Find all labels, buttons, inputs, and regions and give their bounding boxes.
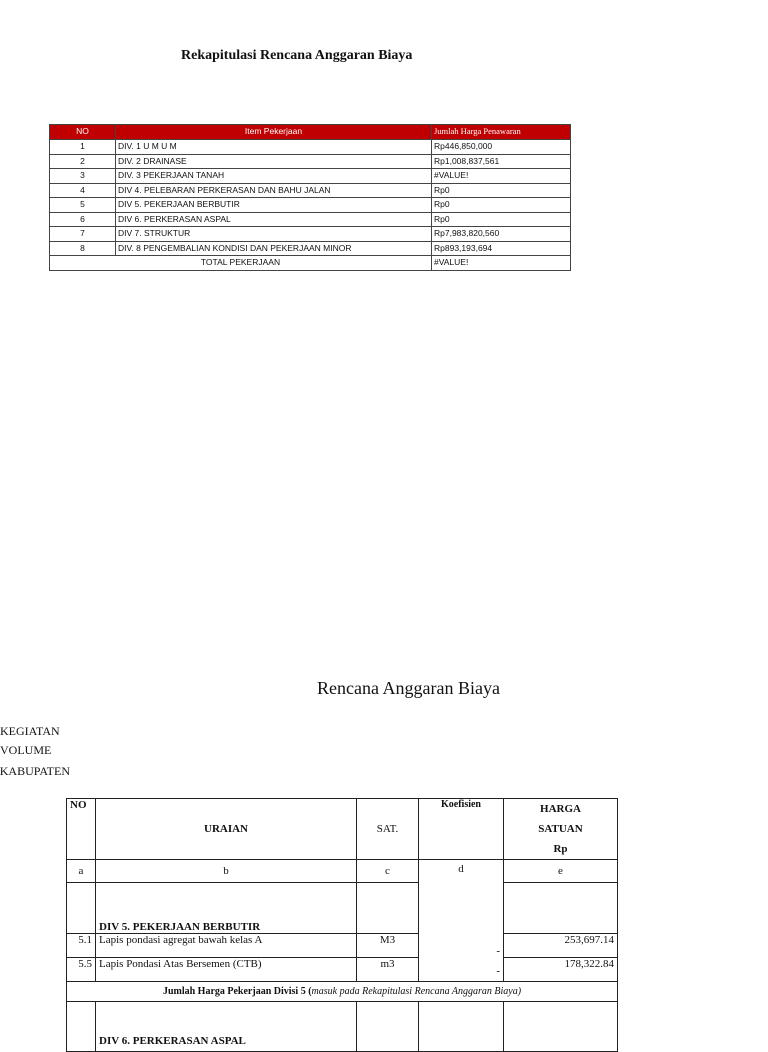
row-no: 3 [50, 169, 116, 184]
item-sat: m3 [357, 957, 419, 981]
table-row [50, 183, 571, 198]
row-no: 4 [50, 183, 116, 198]
rab-header-row [67, 799, 618, 860]
table-row [50, 241, 571, 256]
total-label: TOTAL PEKERJAAN [50, 256, 432, 271]
row-item: DIV. 3 PEKERJAAN TANAH [116, 169, 432, 184]
item-uraian: Lapis pondasi agregat bawah kelas A [96, 933, 357, 957]
table-row [50, 169, 571, 184]
row-value: #VALUE! [432, 169, 571, 184]
row-value: Rp893,193,694 [432, 241, 571, 256]
letter-d: d - - [419, 860, 504, 982]
table-row [67, 957, 618, 981]
info-label-kegiatan: KEGIATAN [0, 724, 60, 738]
div5-heading-row [67, 882, 618, 933]
table-row [50, 198, 571, 213]
item-harga: 253,697.14 [504, 933, 618, 957]
div6-heading-row [67, 1002, 618, 1052]
total-value: #VALUE! [432, 256, 571, 271]
row-value: Rp7,983,820,560 [432, 227, 571, 242]
letter-e: e [504, 860, 618, 883]
letter-b: b [96, 860, 357, 883]
div5-title: DIV 5. PEKERJAAN BERBUTIR [96, 882, 357, 933]
table-row [50, 154, 571, 169]
recap-title: Rekapitulasi Rencana Anggaran Biaya [181, 48, 413, 63]
row-item: DIV 4. PELEBARAN PERKERASAN DAN BAHU JALAN [116, 183, 432, 198]
item-no: 5.1 [67, 933, 96, 957]
row-item: DIV. 2 DRAINASE [116, 154, 432, 169]
row-item: DIV 5. PEKERJAAN BERBUTIR [116, 198, 432, 213]
row-item: DIV. 8 PENGEMBALIAN KONDISI DAN PEKERJAAN MINOR [116, 241, 432, 256]
row-no: 8 [50, 241, 116, 256]
harga-line-3: Rp [553, 843, 568, 855]
table-row [67, 933, 618, 957]
row-value: Rp0 [432, 198, 571, 213]
row-item: DIV 6. PERKERASAN ASPAL [116, 212, 432, 227]
item-harga: 178,322.84 [504, 957, 618, 981]
row-value: Rp1,008,837,561 [432, 154, 571, 169]
col-header-koefisien: Koefisien [419, 799, 504, 860]
row-no: 2 [50, 154, 116, 169]
row-no: 7 [50, 227, 116, 242]
rab-table [66, 798, 618, 1052]
col-header-uraian: URAIAN [96, 799, 357, 860]
table-row [50, 212, 571, 227]
col-header-no: NO [67, 799, 96, 860]
letter-a: a [67, 860, 96, 883]
div6-title: DIV 6. PERKERASAN ASPAL [96, 1002, 357, 1052]
table-row [50, 227, 571, 242]
col-header-no: NO [50, 125, 116, 140]
recap-header-row [50, 125, 571, 140]
row-value: Rp446,850,000 [432, 140, 571, 155]
table-row [50, 140, 571, 155]
info-label-volume: VOLUME [0, 743, 52, 757]
row-value: Rp0 [432, 212, 571, 227]
rab-title: Rencana Anggaran Biaya [317, 678, 500, 698]
col-header-sat: SAT. [357, 799, 419, 860]
letter-c: c [357, 860, 419, 883]
row-item: DIV 7. STRUKTUR [116, 227, 432, 242]
item-sat: M3 [357, 933, 419, 957]
letters-row [67, 860, 618, 883]
col-header-item: Item Pekerjaan [116, 125, 432, 140]
col-header-harga [504, 799, 618, 860]
row-no: 6 [50, 212, 116, 227]
col-header-value: Jumlah Harga Penawaran [432, 125, 571, 140]
row-no: 1 [50, 140, 116, 155]
harga-line-1: HARGA [540, 803, 581, 815]
recap-table [49, 124, 571, 271]
subtotal-row [67, 982, 618, 1002]
total-row [50, 256, 571, 271]
subtotal-label: Jumlah Harga Pekerjaan Divisi 5 (masuk pada Rekapitulasi Rencana Anggaran Biaya) [67, 982, 618, 1002]
item-uraian: Lapis Pondasi Atas Bersemen (CTB) [96, 957, 357, 981]
info-label-kabupaten: KABUPATEN [0, 764, 70, 778]
row-value: Rp0 [432, 183, 571, 198]
row-no: 5 [50, 198, 116, 213]
row-item: DIV. 1 U M U M [116, 140, 432, 155]
item-no: 5.5 [67, 957, 96, 981]
harga-line-2: SATUAN [538, 823, 583, 835]
